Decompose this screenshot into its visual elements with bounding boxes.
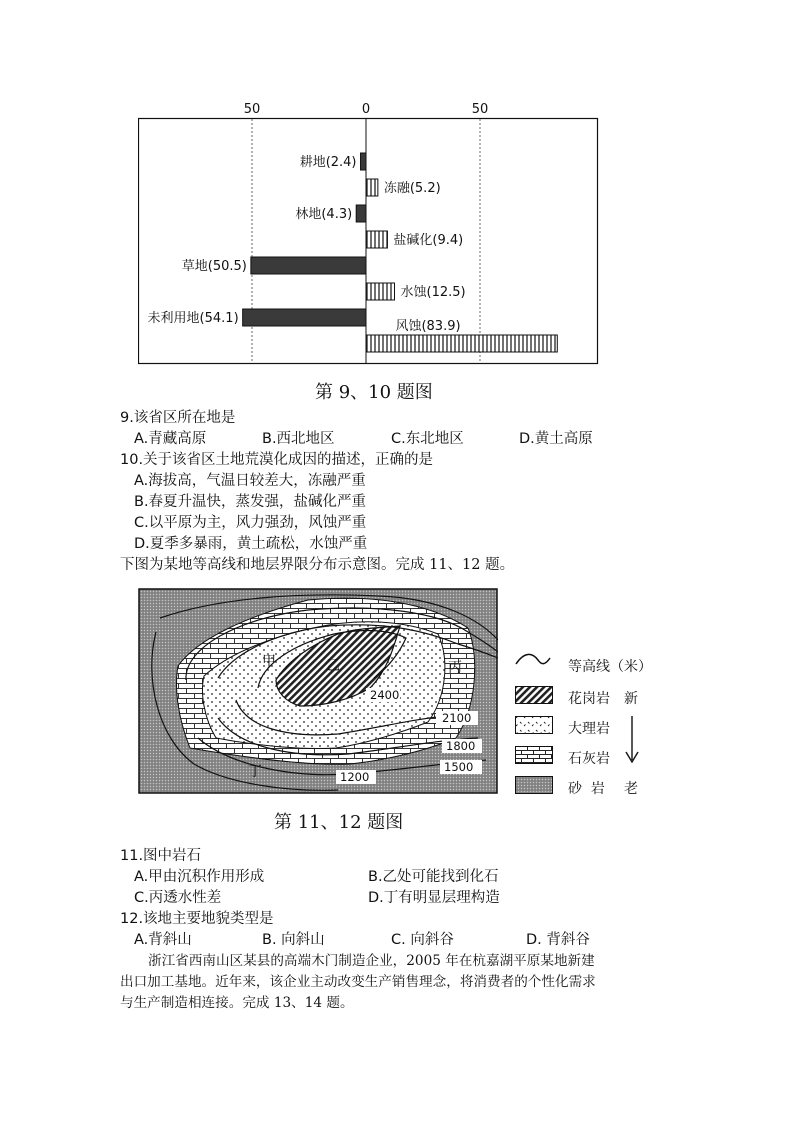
- contour-label-2400: 2400: [370, 688, 400, 702]
- bar-2: [356, 205, 366, 222]
- contour-legend-icon: [512, 650, 552, 670]
- q12-option-b: B. 向斜山: [262, 932, 325, 948]
- q10-option-b: B.春夏升温快，蒸发强，盐碱化严重: [134, 494, 367, 510]
- q10-option-c: C.以平原为主，风力强劲，风蚀严重: [134, 515, 367, 531]
- question-10-stem: 10.关于该省区土地荒漠化成因的描述，正确的是: [120, 452, 434, 468]
- bar-label-7: 风蚀(83.9): [395, 319, 461, 334]
- granite-legend-swatch: [515, 686, 553, 704]
- bar-0: [361, 153, 366, 170]
- limestone-legend-swatch: [515, 746, 553, 764]
- question-12-stem: 12.该地主要地貌类型是: [120, 911, 274, 927]
- x-tick-label: 50: [471, 102, 489, 117]
- label-bing: 丙: [448, 660, 462, 676]
- contour-strata-map: [138, 588, 498, 796]
- legend-new-mark: 新: [624, 691, 638, 707]
- marble-legend-swatch: [515, 716, 553, 734]
- contour-label-1800: 1800: [446, 739, 476, 753]
- bar-label-0: 耕地(2.4): [299, 155, 357, 170]
- sandstone-legend-swatch: [515, 776, 553, 794]
- question-11-stem: 11.图中岩石: [120, 848, 202, 864]
- contour-label-2100: 2100: [442, 711, 472, 725]
- q12-option-d: D. 背斜谷: [526, 932, 590, 948]
- bar-label-3: 盐碱化(9.4): [393, 233, 464, 248]
- bar-label-5: 水蚀(12.5): [400, 285, 466, 300]
- q9-option-c: C.东北地区: [391, 431, 464, 447]
- bar-4: [251, 257, 366, 274]
- x-tick-label: 0: [361, 102, 371, 117]
- figure-caption-11-12: 第 11、12 题图: [274, 812, 404, 833]
- q9-option-a: A.青藏高原: [134, 431, 207, 447]
- land-desertification-bar-chart: [138, 98, 600, 370]
- label-yi: 乙: [326, 658, 340, 674]
- label-ding: 丁: [248, 764, 262, 780]
- passage-line-3: 与生产制造相连接。完成 13、14 题。: [120, 995, 354, 1011]
- q11-option-d: D.丁有明显层理构造: [368, 890, 500, 906]
- legend-marble-label: 大理岩: [568, 721, 610, 737]
- q11-option-c: C.丙透水性差: [134, 890, 222, 906]
- contour-label-1200: 1200: [340, 770, 370, 784]
- bar-3: [366, 231, 387, 248]
- q11-option-b: B.乙处可能找到化石: [368, 869, 499, 885]
- passage-line-2: 出口加工基地。近年来，该企业主动改变生产销售理念，将消费者的个性化需求: [120, 974, 596, 990]
- bar-label-6: 未利用地(54.1): [147, 311, 239, 326]
- legend-contour-label: 等高线（米）: [568, 659, 652, 675]
- q10-option-d: D.夏季多暴雨，黄土疏松，水蚀严重: [134, 536, 368, 552]
- label-jia: 甲: [262, 654, 276, 670]
- bar-1: [366, 179, 378, 196]
- arrow-down-icon: [624, 716, 640, 766]
- intro-11-12: 下图为某地等高线和地层界限分布示意图。完成 11、12 题。: [120, 557, 515, 573]
- legend-old-mark: 老: [624, 781, 638, 797]
- q12-option-a: A.背斜山: [134, 932, 192, 948]
- q11-option-a: A.甲由沉积作用形成: [134, 869, 265, 885]
- bar-label-4: 草地(50.5): [181, 259, 247, 274]
- x-tick-label: 50: [243, 102, 261, 117]
- legend-granite-label: 花岗岩: [568, 691, 610, 707]
- passage-line-1: 浙江省西南山区某县的高端木门制造企业，2005 年在杭嘉湖平原某地新建: [148, 953, 595, 969]
- q9-option-b: B.西北地区: [262, 431, 335, 447]
- question-9-stem: 9.该省区所在地是: [120, 410, 236, 426]
- figure-caption-9-10: 第 9、10 题图: [315, 382, 433, 403]
- legend-limestone-label: 石灰岩: [568, 751, 610, 767]
- bar-7: [366, 335, 557, 352]
- bar-6: [243, 309, 366, 326]
- bar-5: [366, 283, 395, 300]
- q9-option-d: D.黄土高原: [519, 431, 593, 447]
- q10-option-a: A.海拔高，气温日较差大，冻融严重: [134, 473, 366, 489]
- bar-label-2: 林地(4.3): [295, 207, 353, 222]
- legend-sandstone-label: 砂 岩: [568, 781, 605, 797]
- bar-label-1: 冻融(5.2): [383, 181, 441, 196]
- contour-label-1500: 1500: [444, 760, 474, 774]
- q12-option-c: C. 向斜谷: [391, 932, 454, 948]
